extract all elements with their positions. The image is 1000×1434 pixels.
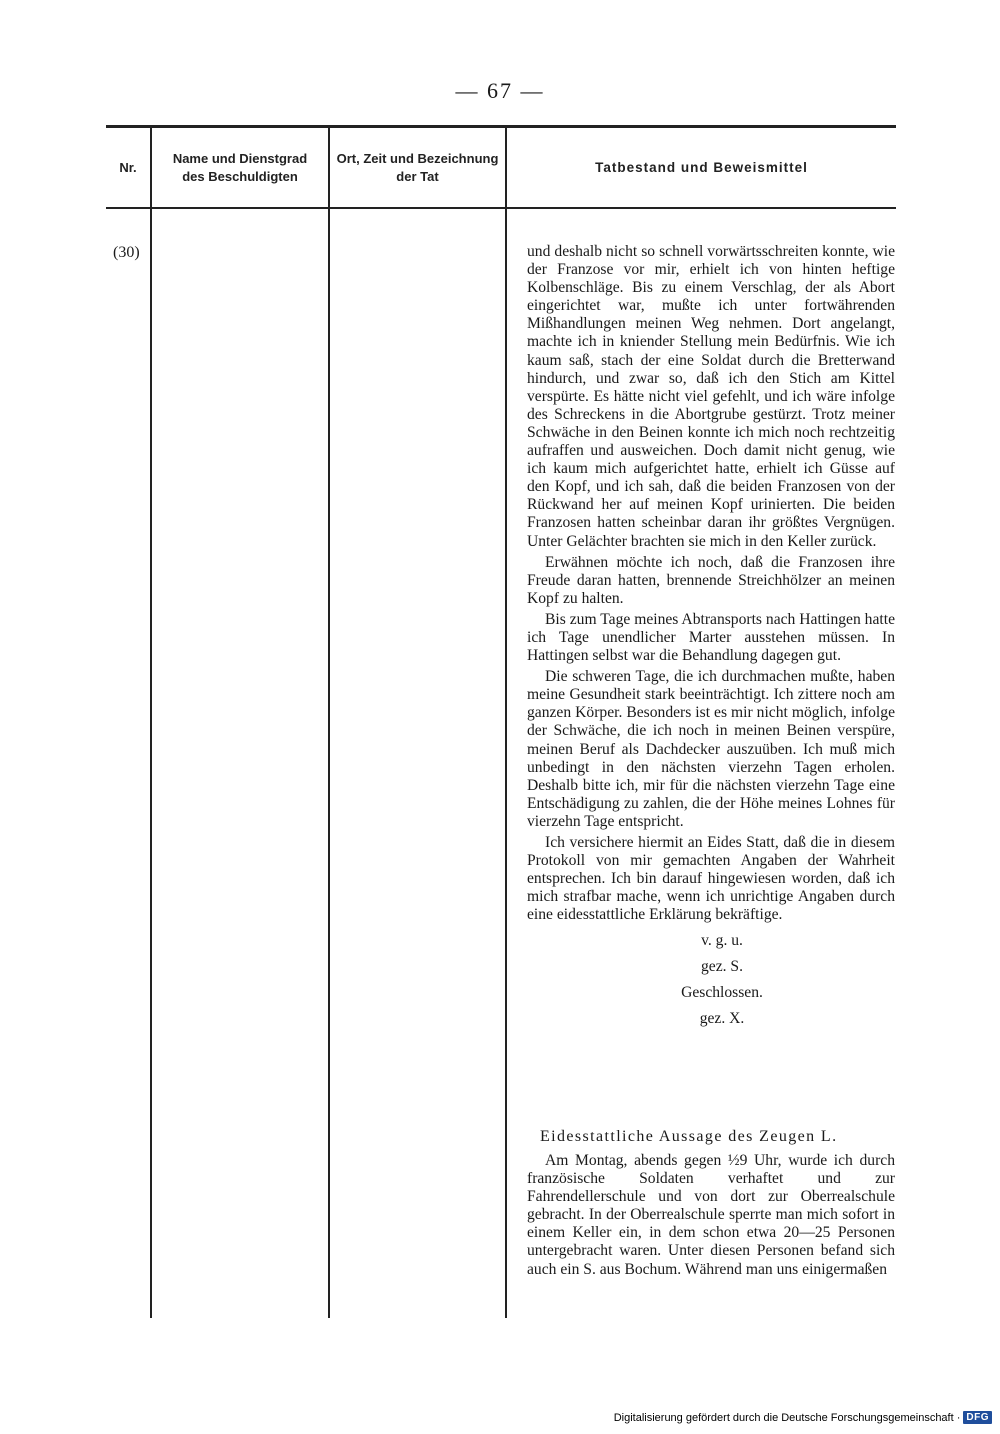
- paragraph: Erwähnen möchte ich noch, daß die Franzosen ihre Freude daran hatten, brennende Streichhölzer an meinen Kopf zu halten.: [527, 553, 895, 607]
- header-nr-label: Nr.: [119, 160, 137, 175]
- paragraph: Ich versichere hiermit an Eides Statt, daß die in diesem Protokoll von mir gemachten Angaben der Wahrheit entsprechen. Ich bin darauf hingewiesen worden, daß ich mich strafbar mache, wenn ich unrichtige Angaben durch eine eidesstattliche Erklärung bekräftige.: [527, 834, 895, 924]
- column-divider-2: [328, 128, 330, 1318]
- testimony-text: [527, 243, 895, 1033]
- second-testimony-text: [527, 1152, 895, 1282]
- entry-number: (30): [113, 244, 140, 261]
- column-divider-1: [150, 128, 152, 1318]
- section-heading: Eidesstattliche Aussage des Zeugen L.: [540, 1128, 838, 1145]
- signature-line: v. g. u.: [701, 932, 743, 950]
- paragraph: und deshalb nicht so schnell vorwärtsschreiten konnte, wie der Franzose vor mir, erhielt ich von hinten heftige Kolbenschläge. Bis zu einem Verschlag, der als Abort eingerichtet war, mußte ich unter fortwährenden Mißhandlungen meinen Weg nehmen. Dort angelangt, machte ich in kniender Stellung mein Bedürfnis. Wie ich kaum saß, stach der eine Soldat durch die Bretterwand hindurch, und zwar so, daß ich den Stich am Kittel verspürte. Es hätte nicht viel gefehlt, und ich wäre infolge des Schreckens in die Abortgrube gestürzt. Trotz meiner Schwäche in den Beinen konnte ich mich noch rechtzeitig aufraffen und ausweichen. Doch damit nicht genug, wie ich kaum mich aufgerichtet hatte, erhielt ich Güsse auf den Kopf, und ich sah, daß die beiden Franzosen von der Rückwand her auf meinen Kopf urinierten. Die beiden Franzosen hatten scheinbar daran ihr größtes Vergnügen. Unter Gelächter brachten sie mich in den Keller zurück.: [527, 243, 895, 550]
- paragraph: Die schweren Tage, die ich durchmachen mußte, haben meine Gesundheit stark beeinträchtigt. Ich zittere noch am ganzen Körper. Besonders ist es mir nicht möglich, infolge der Schwäche, die ich noch in meinen Beinen verspüre, meinen Beruf als Dachdecker auszuüben. Ich muß mich unbedingt in den nächsten vierzehn Tagen erholen. Deshalb bitte ich, mir für die nächsten vierzehn Tage eine Entschädigung zu zahlen, die der Höhe meines Lohnes für vierzehn Tage entspricht.: [527, 668, 895, 830]
- header-name-line2: des Beschuldigten: [182, 169, 298, 184]
- page-number: — 67 —: [455, 78, 545, 103]
- table-top-rule: [106, 125, 896, 128]
- digitization-footer: [614, 1411, 992, 1424]
- header-name: [152, 130, 328, 206]
- header-place-line2: der Tat: [396, 169, 439, 184]
- signature-line: Geschlossen.: [681, 984, 763, 1002]
- paragraph: Bis zum Tage meines Abtransports nach Hattingen hatte ich Tage unendlicher Marter ausstehen müssen. In Hattingen selbst war die Behandlung dagegen gut.: [527, 610, 895, 665]
- header-name-line1: Name und Dienstgrad: [172, 151, 308, 166]
- footer-text: Digitalisierung gefördert durch die Deutsche Forschungsgemeinschaft ·: [613, 1411, 961, 1424]
- header-facts: [507, 130, 896, 206]
- header-nr: [106, 130, 150, 206]
- header-place-line1: Ort, Zeit und Bezeichnung: [336, 151, 499, 166]
- signature-line: gez. X.: [699, 1010, 745, 1028]
- dfg-logo: DFG: [963, 1411, 992, 1424]
- header-facts-label: Tatbestand und Beweismittel: [595, 160, 808, 175]
- paragraph: Am Montag, abends gegen ½9 Uhr, wurde ich durch französische Soldaten verhaftet und zur Fahrendellerschule und von dort zur Oberrealschule gebracht. In der Oberrealschule sperrte man mich sofort in einem Keller ein, in dem schon etwa 20—25 Personen untergebracht waren. Unter diesen Personen befand sich auch ein S. aus Bochum. Während man uns einigermaßen: [527, 1152, 895, 1278]
- header-place: [330, 130, 505, 206]
- table-header-bottom-rule: [106, 207, 896, 209]
- signature-line: gez. S.: [700, 958, 743, 976]
- column-divider-3: [505, 128, 507, 1318]
